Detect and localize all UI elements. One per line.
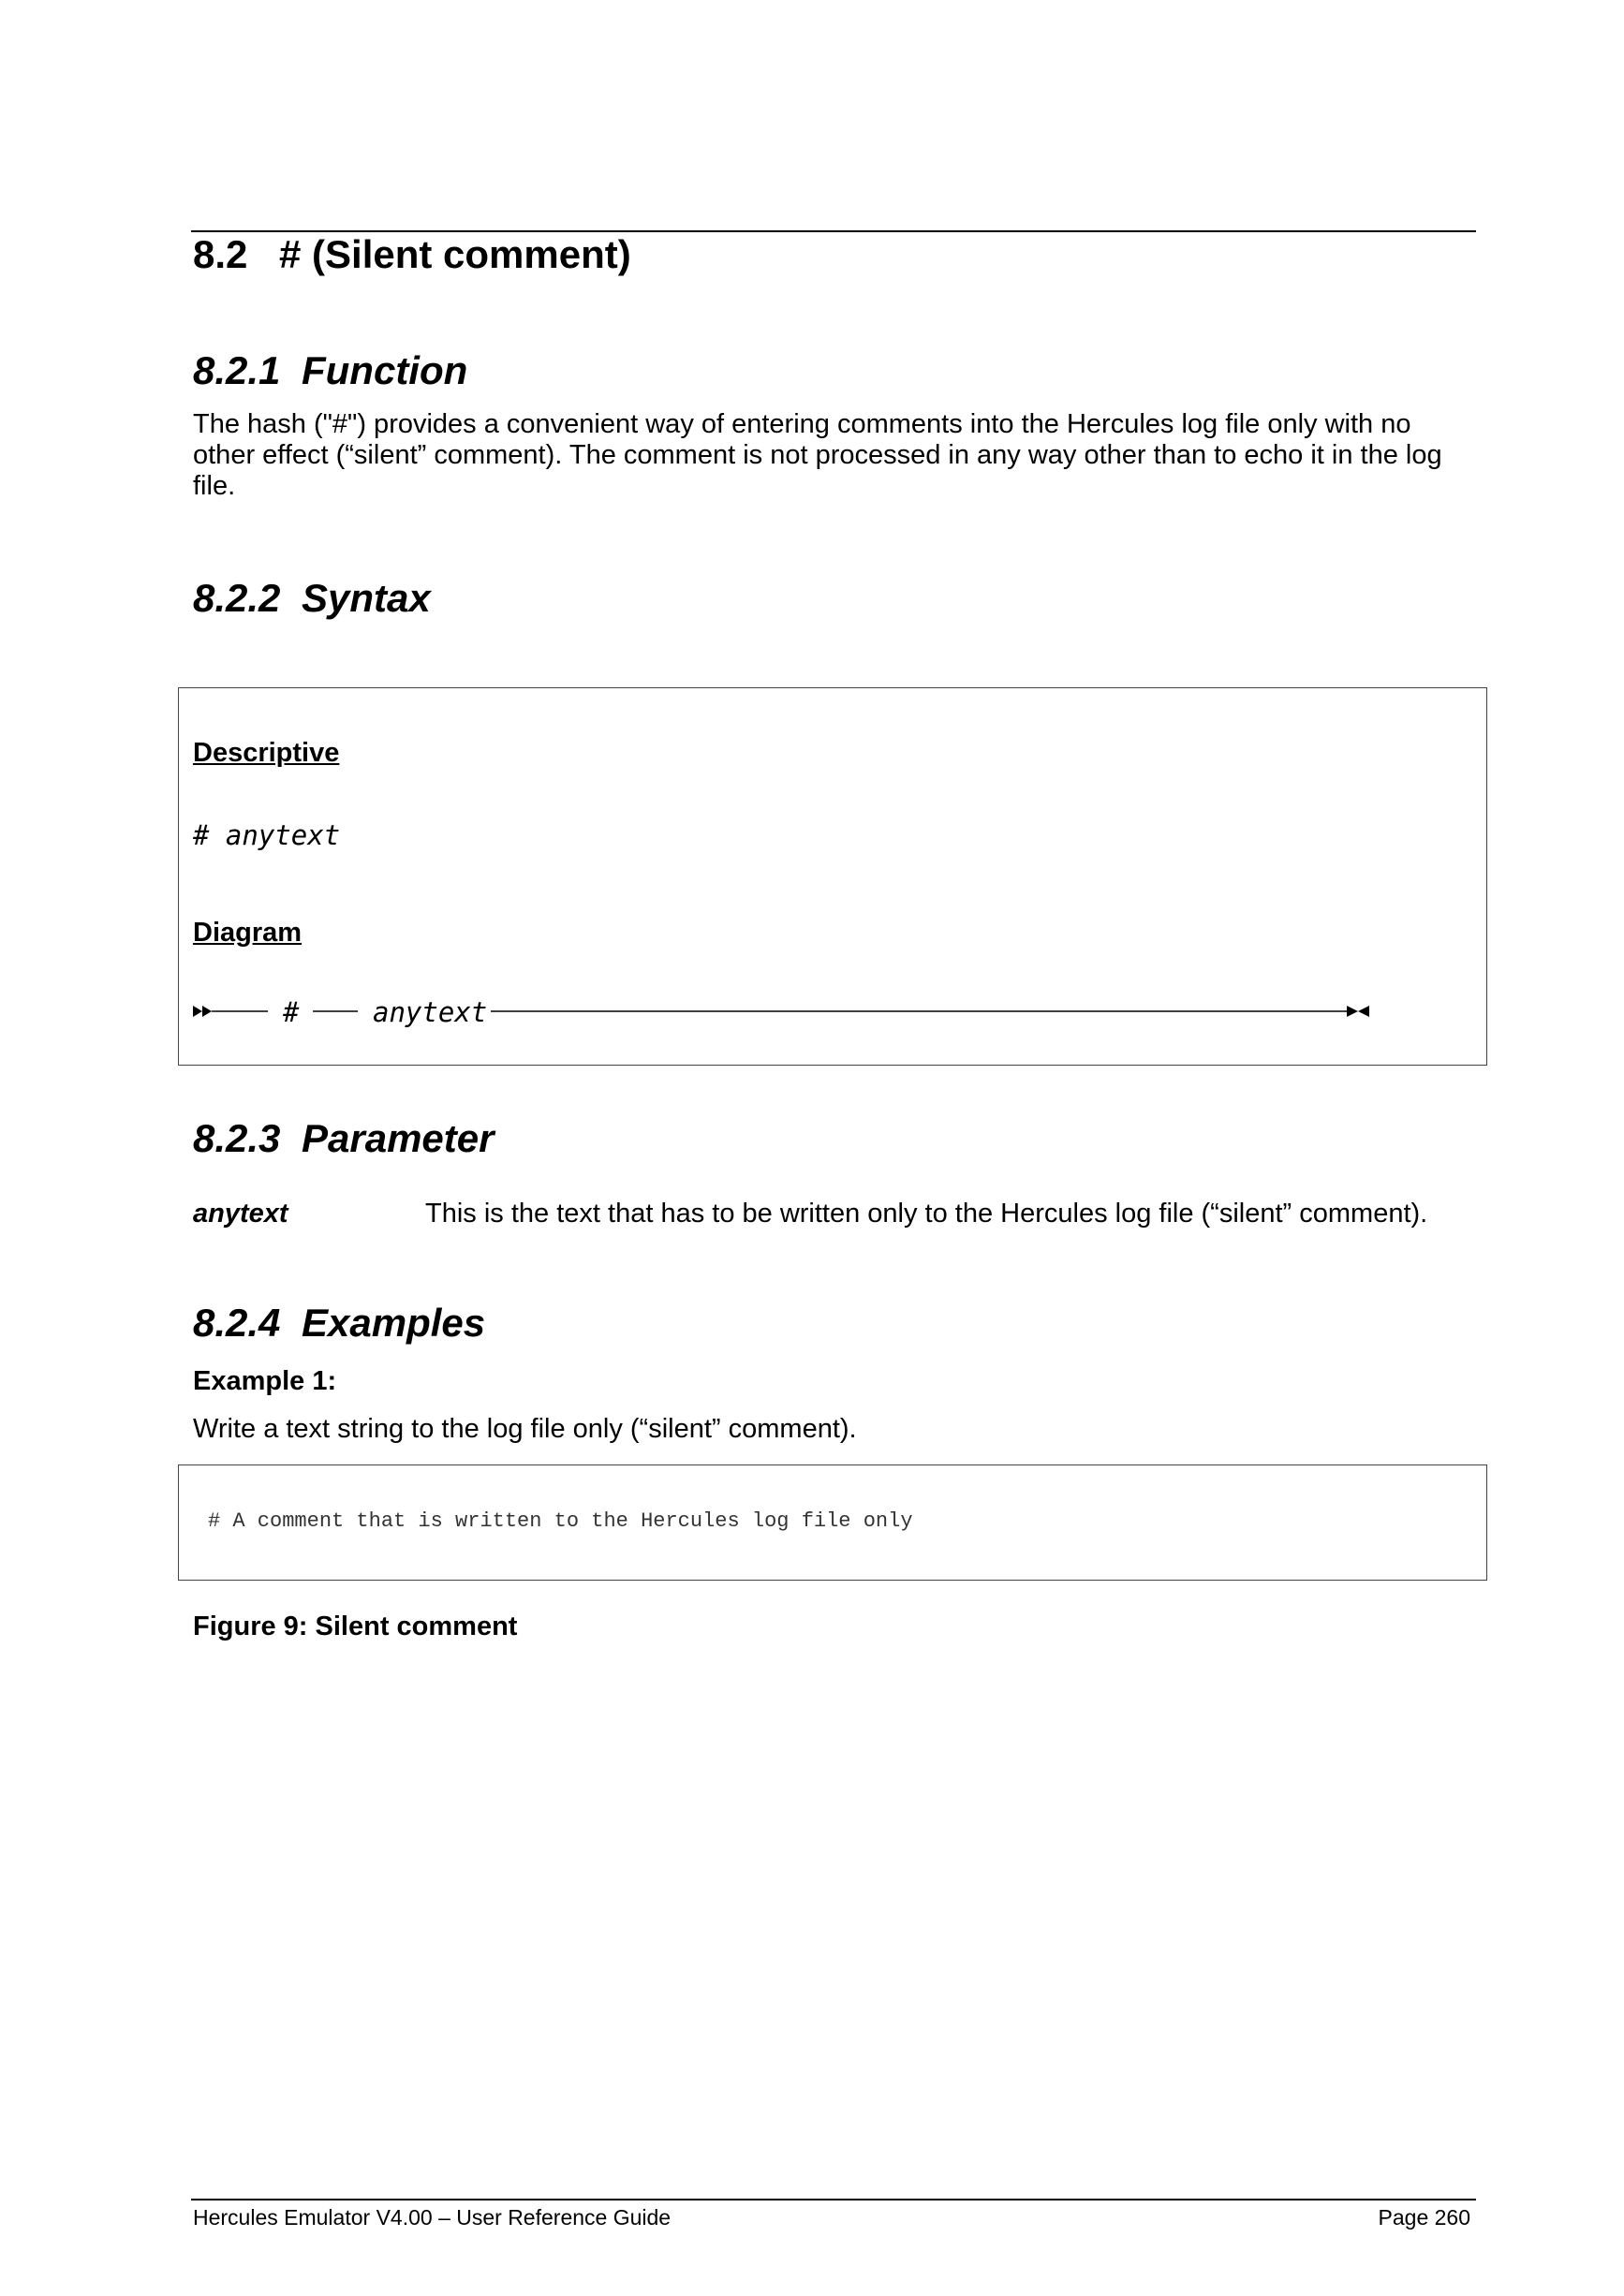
syntax-heading xyxy=(193,576,431,621)
syntax-number: 8.2.2 xyxy=(193,576,281,620)
diagram-label: Diagram xyxy=(193,918,303,948)
function-line-1: The hash ("#") provides a convenient way of entering comments into the Hercules log file only with no xyxy=(193,409,1411,439)
end-arrow-left xyxy=(1358,1006,1369,1017)
start-arrow-2 xyxy=(202,1006,212,1017)
descriptive-label: Descriptive xyxy=(193,738,340,768)
function-line-3: file. xyxy=(193,471,236,501)
example-description: Write a text string to the log file only (“silent” comment). xyxy=(193,1414,857,1444)
examples-heading xyxy=(193,1301,485,1346)
parameter-number: 8.2.3 xyxy=(193,1116,281,1160)
footer-left: Hercules Emulator V4.00 – User Reference Guide xyxy=(193,2205,672,2230)
syntax-title: Syntax xyxy=(302,576,431,620)
footer-rule xyxy=(191,2199,1476,2200)
function-paragraph xyxy=(193,409,1485,502)
function-line-2: other effect (“silent” comment). The comment is not processed in any way other than to echo it in the log xyxy=(193,440,1442,470)
example-code: # A comment that is written to the Hercules log file only xyxy=(208,1509,913,1533)
function-title: Function xyxy=(302,348,468,392)
parameter-name: anytext xyxy=(193,1199,288,1229)
syntax-diagram xyxy=(193,994,1382,1032)
parameter-heading xyxy=(193,1116,494,1161)
examples-title: Examples xyxy=(302,1301,486,1345)
footer-page-number: Page 260 xyxy=(1378,2205,1470,2230)
example-label: Example 1: xyxy=(193,1366,337,1396)
section-title: # (Silent comment) xyxy=(279,232,631,276)
start-arrow-1 xyxy=(193,1006,202,1017)
parameter-description: This is the text that has to be written only to the Hercules log file (“silent” comment). xyxy=(425,1199,1428,1229)
section-number: 8.2 xyxy=(193,232,248,276)
diagram-param: anytext xyxy=(373,996,488,1028)
examples-number: 8.2.4 xyxy=(193,1301,281,1345)
diagram-hash: # xyxy=(283,996,300,1028)
figure-caption: Figure 9: Silent comment xyxy=(193,1612,518,1641)
section-heading xyxy=(193,232,631,277)
parameter-title: Parameter xyxy=(302,1116,495,1160)
descriptive-text: # anytext xyxy=(193,819,341,851)
function-heading xyxy=(193,348,467,393)
function-number: 8.2.1 xyxy=(193,348,281,392)
end-arrow-right xyxy=(1347,1006,1358,1017)
